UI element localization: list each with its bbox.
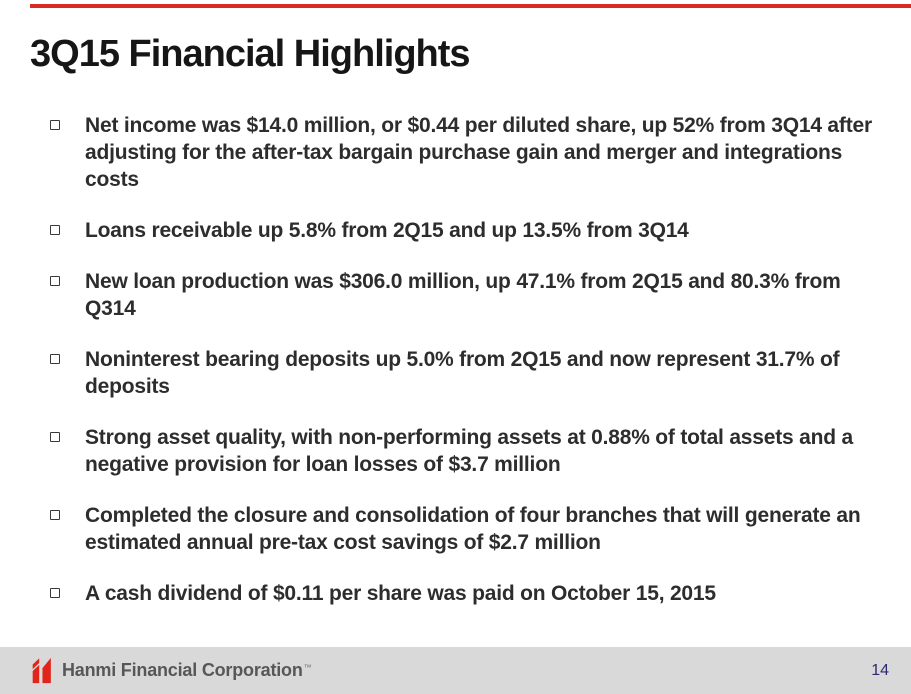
list-item — [50, 346, 880, 400]
brand-lockup — [30, 657, 312, 684]
top-accent-line — [30, 4, 911, 8]
list-item — [50, 424, 880, 478]
footer-bar — [0, 647, 911, 694]
bullet-text: A cash dividend of $0.11 per share was paid on October 15, 2015 — [85, 582, 716, 605]
trademark-symbol: ™ — [303, 663, 312, 672]
bullet-text: Strong asset quality, with non-performing assets at 0.88% of total assets and a negative provision for loan losses of $3.7 million — [85, 426, 853, 476]
bullet-text: New loan production was $306.0 million, up 47.1% from 2Q15 and 80.3% from Q314 — [85, 270, 841, 320]
square-bullet-icon — [50, 225, 60, 235]
list-item — [50, 502, 880, 556]
square-bullet-icon — [50, 432, 60, 442]
list-item — [50, 112, 880, 193]
square-bullet-icon — [50, 354, 60, 364]
bullet-list — [50, 112, 880, 631]
bullet-text: Completed the closure and consolidation of four branches that will generate an estimated annual pre-tax cost savings of $2.7 million — [85, 504, 861, 554]
square-bullet-icon — [50, 588, 60, 598]
square-bullet-icon — [50, 120, 60, 130]
page-title: 3Q15 Financial Highlights — [30, 33, 470, 75]
page-number: 14 — [871, 661, 889, 679]
square-bullet-icon — [50, 510, 60, 520]
hanmi-logo-icon — [30, 657, 54, 684]
company-name: Hanmi Financial Corporation — [62, 660, 303, 680]
bullet-text: Loans receivable up 5.8% from 2Q15 and up 13.5% from 3Q14 — [85, 219, 689, 242]
bullet-text: Noninterest bearing deposits up 5.0% from 2Q15 and now represent 31.7% of deposits — [85, 348, 840, 398]
list-item — [50, 580, 880, 607]
list-item — [50, 217, 880, 244]
bullet-text: Net income was $14.0 million, or $0.44 per diluted share, up 52% from 3Q14 after adjusting for the after-tax bargain purchase gain and merger and integrations costs — [85, 114, 872, 191]
list-item — [50, 268, 880, 322]
square-bullet-icon — [50, 276, 60, 286]
